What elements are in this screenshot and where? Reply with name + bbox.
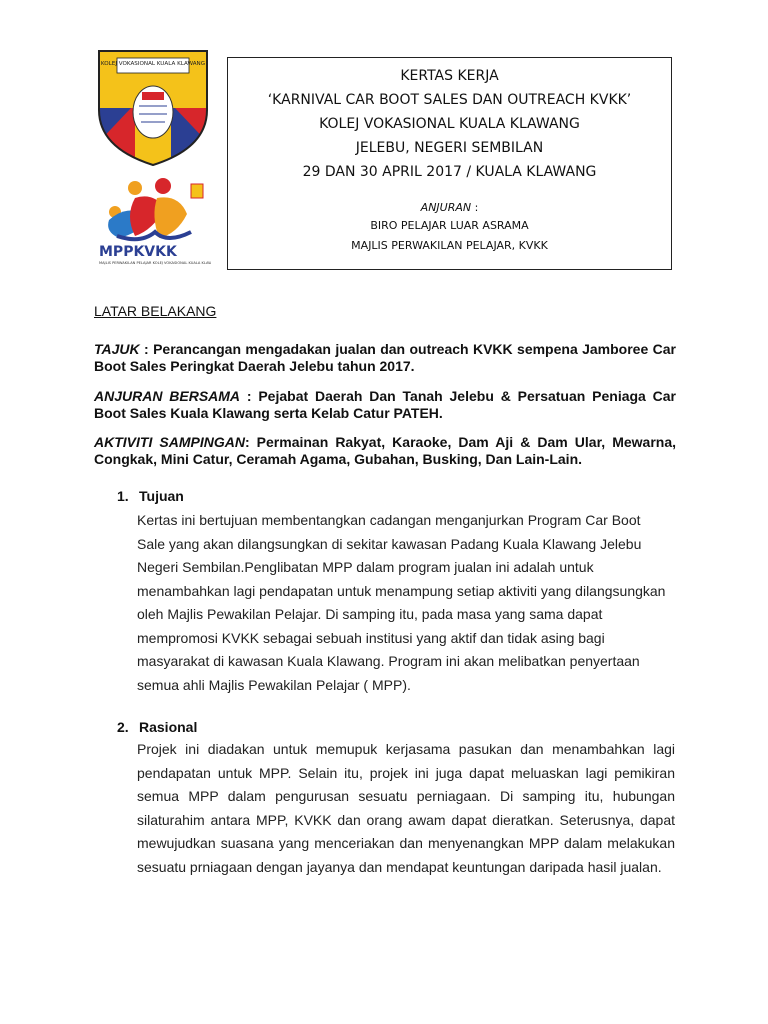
section-2-number: 2. <box>117 719 129 735</box>
section-1-number: 1. <box>117 488 129 504</box>
title-line-4: JELEBU, NEGERI SEMBILAN <box>355 140 544 156</box>
tajuk-text: : Perancangan mengadakan jualan dan outreach KVKK sempena Jamboree Car Boot Sales Peringkat Daerah Jelebu tahun 2017. <box>94 341 676 374</box>
section-1-heading <box>117 488 184 504</box>
tajuk-label: TAJUK <box>94 341 140 357</box>
mpp-logo-wordmark: MPPKVKK <box>99 244 177 260</box>
tajuk-paragraph <box>94 341 676 375</box>
anjuran-bersama-paragraph <box>94 388 676 422</box>
title-line-1: KERTAS KERJA <box>400 68 499 84</box>
section-1-title: Tujuan <box>139 488 184 504</box>
latar-belakang-heading: LATAR BELAKANG <box>94 303 217 319</box>
aktiviti-sampingan-text: : Permainan Rakyat, Karaoke, Dam Aji & Dam Ular, Mewarna, Congkak, Mini Catur, Ceramah Agama, Gubahan, Busking, Dan Lain-Lain. <box>94 434 676 467</box>
aktiviti-sampingan-label: AKTIVITI SAMPINGAN <box>94 434 245 450</box>
school-crest-logo <box>95 48 211 168</box>
mpp-logo-subtitle: MAJLIS PERWAKILAN PELAJAR KOLEJ VOKASIONAL KUALA KLAWANG <box>99 261 211 265</box>
section-1-line: menambahkan lagi pendapatan untuk menampung setiap aktiviti yang dilangsungkan <box>137 582 666 599</box>
organizer-2: MAJLIS PERWAKILAN PELAJAR, KVKK <box>351 239 548 252</box>
anjuran-colon: : <box>471 201 479 214</box>
aktiviti-sampingan-paragraph <box>94 434 676 468</box>
organizer-1: BIRO PELAJAR LUAR ASRAMA <box>370 219 529 232</box>
title-line-3: KOLEJ VOKASIONAL KUALA KLAWANG <box>319 116 580 132</box>
anjuran-bersama-label: ANJURAN BERSAMA <box>94 388 241 404</box>
section-1-line: semua ahli Majlis Pewakilan Pelajar ( MPP). <box>137 676 411 693</box>
section-2-title: Rasional <box>139 719 198 735</box>
section-1-line: Negeri Sembilan.Penglibatan MPP dalam program jualan ini adalah untuk <box>137 559 594 575</box>
section-2-heading <box>117 719 197 735</box>
title-line-2: ‘KARNIVAL CAR BOOT SALES DAN OUTREACH KVKK’ <box>267 92 632 108</box>
section-2-body: Projek ini diadakan untuk memupuk kerjasama pasukan dan menambahkan lagi pendapatan untuk MPP. Selain itu, projek ini juga dapat meluaskan lagi pemikiran semua MPP dalam pengurusan sesuatu perniagaan. Di samping itu, hubungan silaturahim antara MPP, KVKK dan orang awam dapat dieratkan. Seterusnya, dapat mewujudkan suasana yang menceriakan dan menyenangkan MPP dalam melakukan sesuatu prniagaan dengan jayanya dan mendapat keuntungan daripada hasil jualan. <box>137 741 675 875</box>
section-1-line: mempromosi KVKK sebagai sebuah institusi yang aktif dan tidak asing bagi <box>137 629 605 646</box>
anjuran-label: ANJURAN <box>420 201 472 214</box>
section-1-line: Kertas ini bertujuan membentangkan cadangan menganjurkan Program Car Boot <box>137 512 641 528</box>
crest-text-top: KOLEJ VOKASIONAL KUALA KLAWANG <box>100 61 206 67</box>
title-box <box>227 57 672 270</box>
title-line-5: 29 DAN 30 APRIL 2017 / KUALA KLAWANG <box>302 164 597 180</box>
section-1-line: Sale yang akan dilangsungkan di sekitar kawasan Padang Kuala Klawang Jelebu <box>137 535 642 552</box>
mpp-kvkk-logo <box>95 172 211 276</box>
anjuran-line <box>228 199 671 216</box>
anjuran-bersama-text: : Pejabat Daerah Dan Tanah Jelebu & Persatuan Peniaga Car Boot Sales Kuala Klawang serta Kelab Catur PATEH. <box>94 388 676 421</box>
section-1-line: oleh Majlis Pewakilan Pelajar. Di samping itu, pada masa yang sama dapat <box>137 606 603 622</box>
section-1-line: masyarakat di kawasan Kuala Klawang. Program ini akan melibatkan penyertaan <box>137 653 640 669</box>
section-1-body <box>137 509 675 697</box>
